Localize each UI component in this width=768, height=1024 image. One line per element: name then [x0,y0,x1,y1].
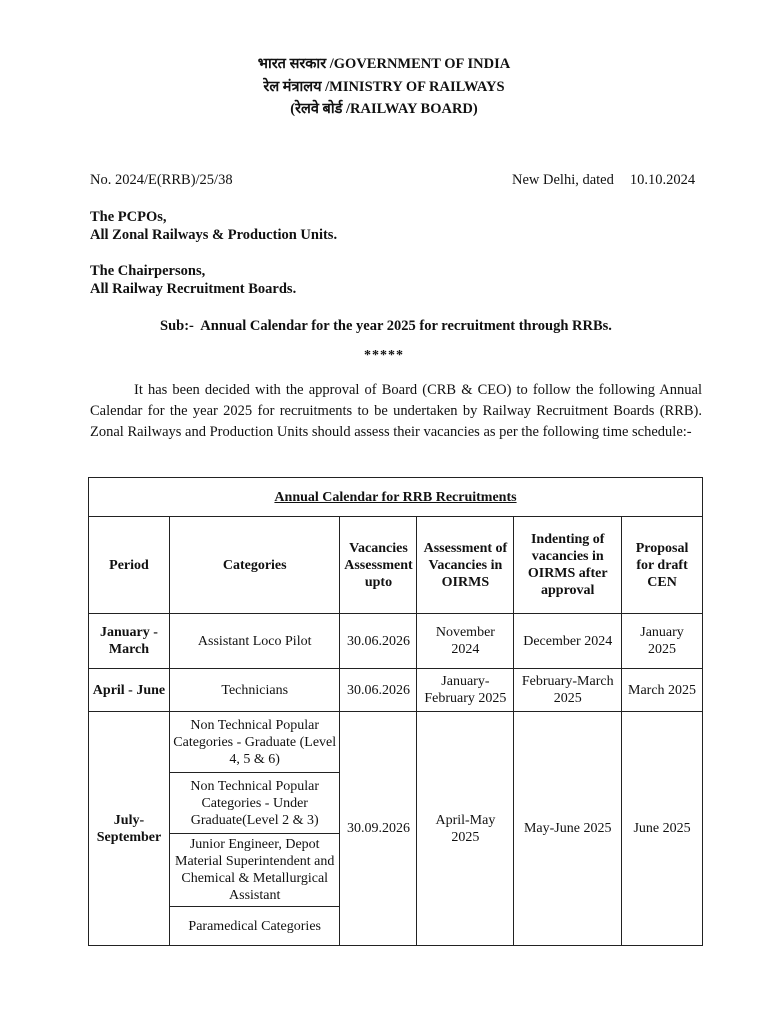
recruitment-calendar-table [88,477,703,946]
period-cell: January - March [89,614,170,669]
assessment-upto-cell: 30.09.2026 [340,712,417,946]
category-cell: Non Technical Popular Categories - Graduate (Level 4, 5 & 6) [169,712,340,773]
addressee-2 [90,262,296,298]
table-row [89,614,703,669]
category-cell: Technicians [169,669,340,712]
header-line-3: (रेलवे बोर्ड /RAILWAY BOARD) [290,101,478,117]
header-assessment-upto: Vacancies Assessment upto [340,517,417,614]
header-categories: Categories [169,517,340,614]
header-line-1: भारत सरकार /GOVERNMENT OF INDIA [257,56,511,72]
assessment-upto-cell: 30.06.2026 [340,614,417,669]
header-assessment-oirms: Assessment of Vacancies in OIRMS [417,517,514,614]
assessment-upto-cell: 30.06.2026 [340,669,417,712]
addressee-1 [90,208,337,244]
header-period: Period [89,517,170,614]
proposal-cell: June 2025 [622,712,703,946]
indenting-cell: December 2024 [514,614,622,669]
header-indenting: Indenting of vacancies in OIRMS after approval [514,517,622,614]
subject-line: Sub:- Annual Calendar for the year 2025 for recruitment through RRBs. [160,318,612,334]
category-cell: Non Technical Popular Categories - Under Graduate(Level 2 & 3) [169,773,340,834]
addressee-2-line-1: The Chairpersons, [90,263,206,279]
period-cell: April - June [89,669,170,712]
place-dated: New Delhi, dated [512,172,614,188]
header-proposal: Proposal for draft CEN [622,517,703,614]
separator-stars: ***** [364,348,404,363]
category-cell: Junior Engineer, Depot Material Superintendent and Chemical & Metallurgical Assistant [169,834,340,907]
addressee-1-line-2: All Zonal Railways & Production Units. [90,227,338,243]
category-cell: Paramedical Categories [169,907,340,946]
assessment-oirms-cell: April-May 2025 [417,712,514,946]
table-row [89,669,703,712]
header-line-2: रेल मंत्रालय /MINISTRY OF RAILWAYS [263,79,505,95]
assessment-oirms-cell: November 2024 [417,614,514,669]
table-header-row [89,517,703,614]
proposal-cell: March 2025 [622,669,703,712]
period-cell: July-September [89,712,170,946]
dated-line [512,172,695,189]
table-caption: Annual Calendar for RRB Recruitments [89,478,703,517]
reference-number: No. 2024/E(RRB)/25/38 [90,172,233,188]
proposal-cell: January 2025 [622,614,703,669]
category-cell: Assistant Loco Pilot [169,614,340,669]
assessment-oirms-cell: January-February 2025 [417,669,514,712]
indenting-cell: May-June 2025 [514,712,622,946]
letter-date: 10.10.2024 [629,172,696,188]
addressee-1-line-1: The PCPOs, [90,209,167,225]
addressee-2-line-2: All Railway Recruitment Boards. [90,281,297,297]
body-paragraph [90,380,702,443]
table-row [89,712,703,773]
body-paragraph-text: It has been decided with the approval of Board (CRB & CEO) to follow the following Annual Calendar for the year 2025 for recruitments to be undertaken by Railway Recruitment Boards (RRB). Zonal Railways and Production Units should assess their vacancies as per the following time schedule:- [90,382,702,440]
indenting-cell: February-March 2025 [514,669,622,712]
